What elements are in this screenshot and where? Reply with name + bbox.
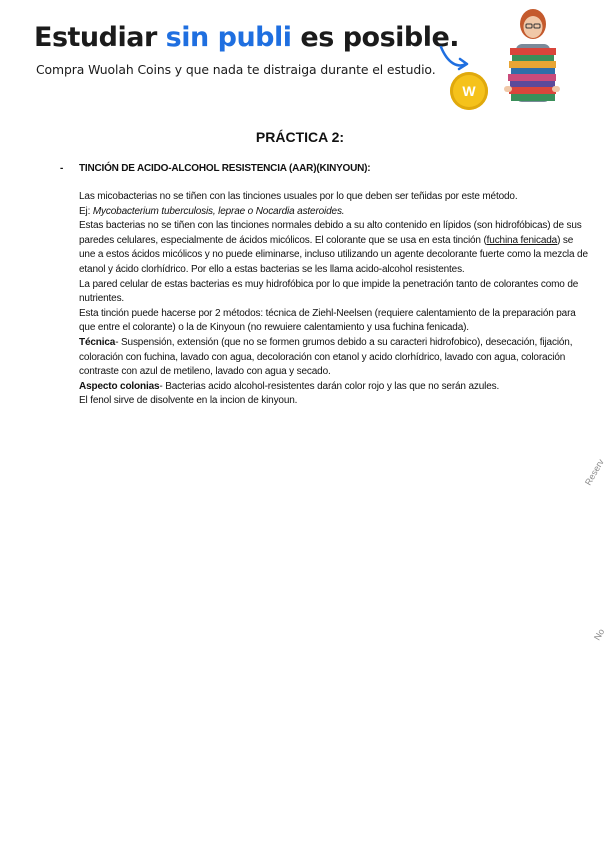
technique-label: Técnica bbox=[79, 336, 116, 348]
colonies-label: Aspecto colonias bbox=[79, 380, 160, 392]
paragraph-intro: Las micobacterias no se tiñen con las tinciones usuales por lo que deben ser teñidas por este método. bbox=[79, 191, 518, 202]
wuolah-coin-icon: W bbox=[450, 72, 488, 110]
watermark-text: Reserv bbox=[583, 457, 606, 487]
watermark-text: No bbox=[592, 627, 606, 642]
ad-banner[interactable] bbox=[0, 0, 600, 112]
paragraph-methods: Esta tinción puede hacerse por 2 métodos: técnica de Ziehl-Neelsen (requiere calentamiento de la preparación para que entre el colorante) o la de Kinyoun (no rewuiere calentamiento y usa fuchina fenicada). bbox=[79, 307, 576, 334]
page-title: PRÁCTICA 2: bbox=[255, 129, 345, 145]
species-names: Mycobacterium tuberculosis, leprae o Nocardia asteroides. bbox=[92, 205, 345, 217]
student-with-books-illustration bbox=[496, 4, 566, 110]
paragraph-examples: Ej: Mycobacterium tuberculosis, leprae o Nocardia asteroides. bbox=[79, 205, 345, 217]
banner-headline: Estudiar sin publi es posible. bbox=[34, 22, 460, 53]
paragraph-lipids: Estas bacterias no se tiñen con las tinciones normales debido a su alto contenido en lípidos (son hidrofóbicas) de sus paredes celulares, especialmente de ácidos micólicos. El colorante que se usa en esta tinción (fuchina fenicada) se une a estos ácidos micólicos y no puede eliminarse, incluso utilizando un agente decolorante fuerte como la mezcla de etanol y ácido clorhídrico. Por ello a estas bacterias se les llama acido-alcohol resistentes. bbox=[79, 220, 588, 275]
underlined-term: fuchina fenicada bbox=[486, 234, 558, 246]
paragraph-phenol: El fenol sirve de disolvente en la incion de kinyoun. bbox=[79, 395, 298, 407]
banner-tagline: Compra Wuolah Coins y que nada te distraiga durante el estudio. bbox=[36, 62, 436, 77]
curved-arrow-icon bbox=[438, 44, 472, 74]
paragraph-technique: Técnica- Suspensión, extensión (que no se formen grumos debido a su caracteri hidrofobico), desecación, fijación, coloración con fuchina, lavado con agua, decoloración con etanol y acido clorhídrico, lavado con agua, coloración contraste con azul de metileno, lavado con agua y secado. bbox=[79, 336, 573, 378]
list-bullet: - bbox=[60, 163, 64, 174]
banner-headline-highlight: sin publi bbox=[165, 22, 292, 53]
paragraph-cell-wall: La pared celular de estas bacterias es muy hidrofóbica por lo que impide la penetración tanto de colorantes como de nutrientes. bbox=[79, 278, 579, 305]
document-body bbox=[79, 190, 589, 409]
paragraph-colonies: Aspecto colonias- Bacterias acido alcohol-resistentes darán color rojo y las que no serán azules. bbox=[79, 380, 500, 392]
section-heading: TINCIÓN DE ACIDO-ALCOHOL RESISTENCIA (AAR)(KINYOUN): bbox=[79, 163, 371, 174]
